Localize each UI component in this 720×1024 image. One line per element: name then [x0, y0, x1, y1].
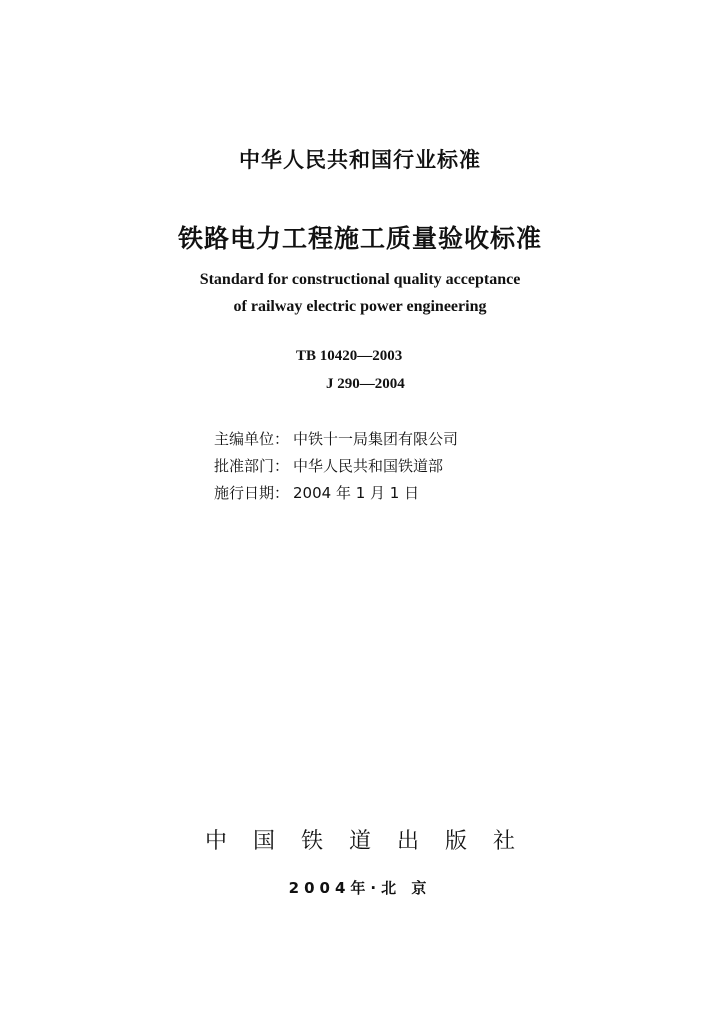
effective-date-label: 施行日期：: [214, 484, 290, 502]
standard-code-tb: TB 10420—2003: [296, 348, 403, 364]
approver-label: 批准部门：: [214, 457, 290, 475]
document-title-english-line2: of railway electric power engineering: [233, 298, 487, 315]
standard-category-heading: 中华人民共和国行业标准: [239, 148, 481, 172]
approver-row: [214, 455, 443, 476]
editor-row: [214, 428, 458, 449]
editor-value: 中铁十一局集团有限公司: [293, 430, 459, 448]
effective-date-row: [214, 482, 419, 503]
approver-value: 中华人民共和国铁道部: [293, 457, 444, 475]
publisher-name: 中国铁道出版社: [204, 829, 541, 854]
effective-date-value: 2004 年 1 月 1 日: [293, 484, 420, 502]
document-title-english-line1: Standard for constructional quality acceptance: [199, 271, 521, 288]
standard-code-j: J 290—2004: [326, 376, 405, 392]
editor-label: 主编单位：: [214, 430, 290, 448]
publication-year-place: 2004年·北 京: [288, 879, 432, 897]
document-title-chinese: 铁路电力工程施工质量验收标准: [177, 224, 542, 253]
